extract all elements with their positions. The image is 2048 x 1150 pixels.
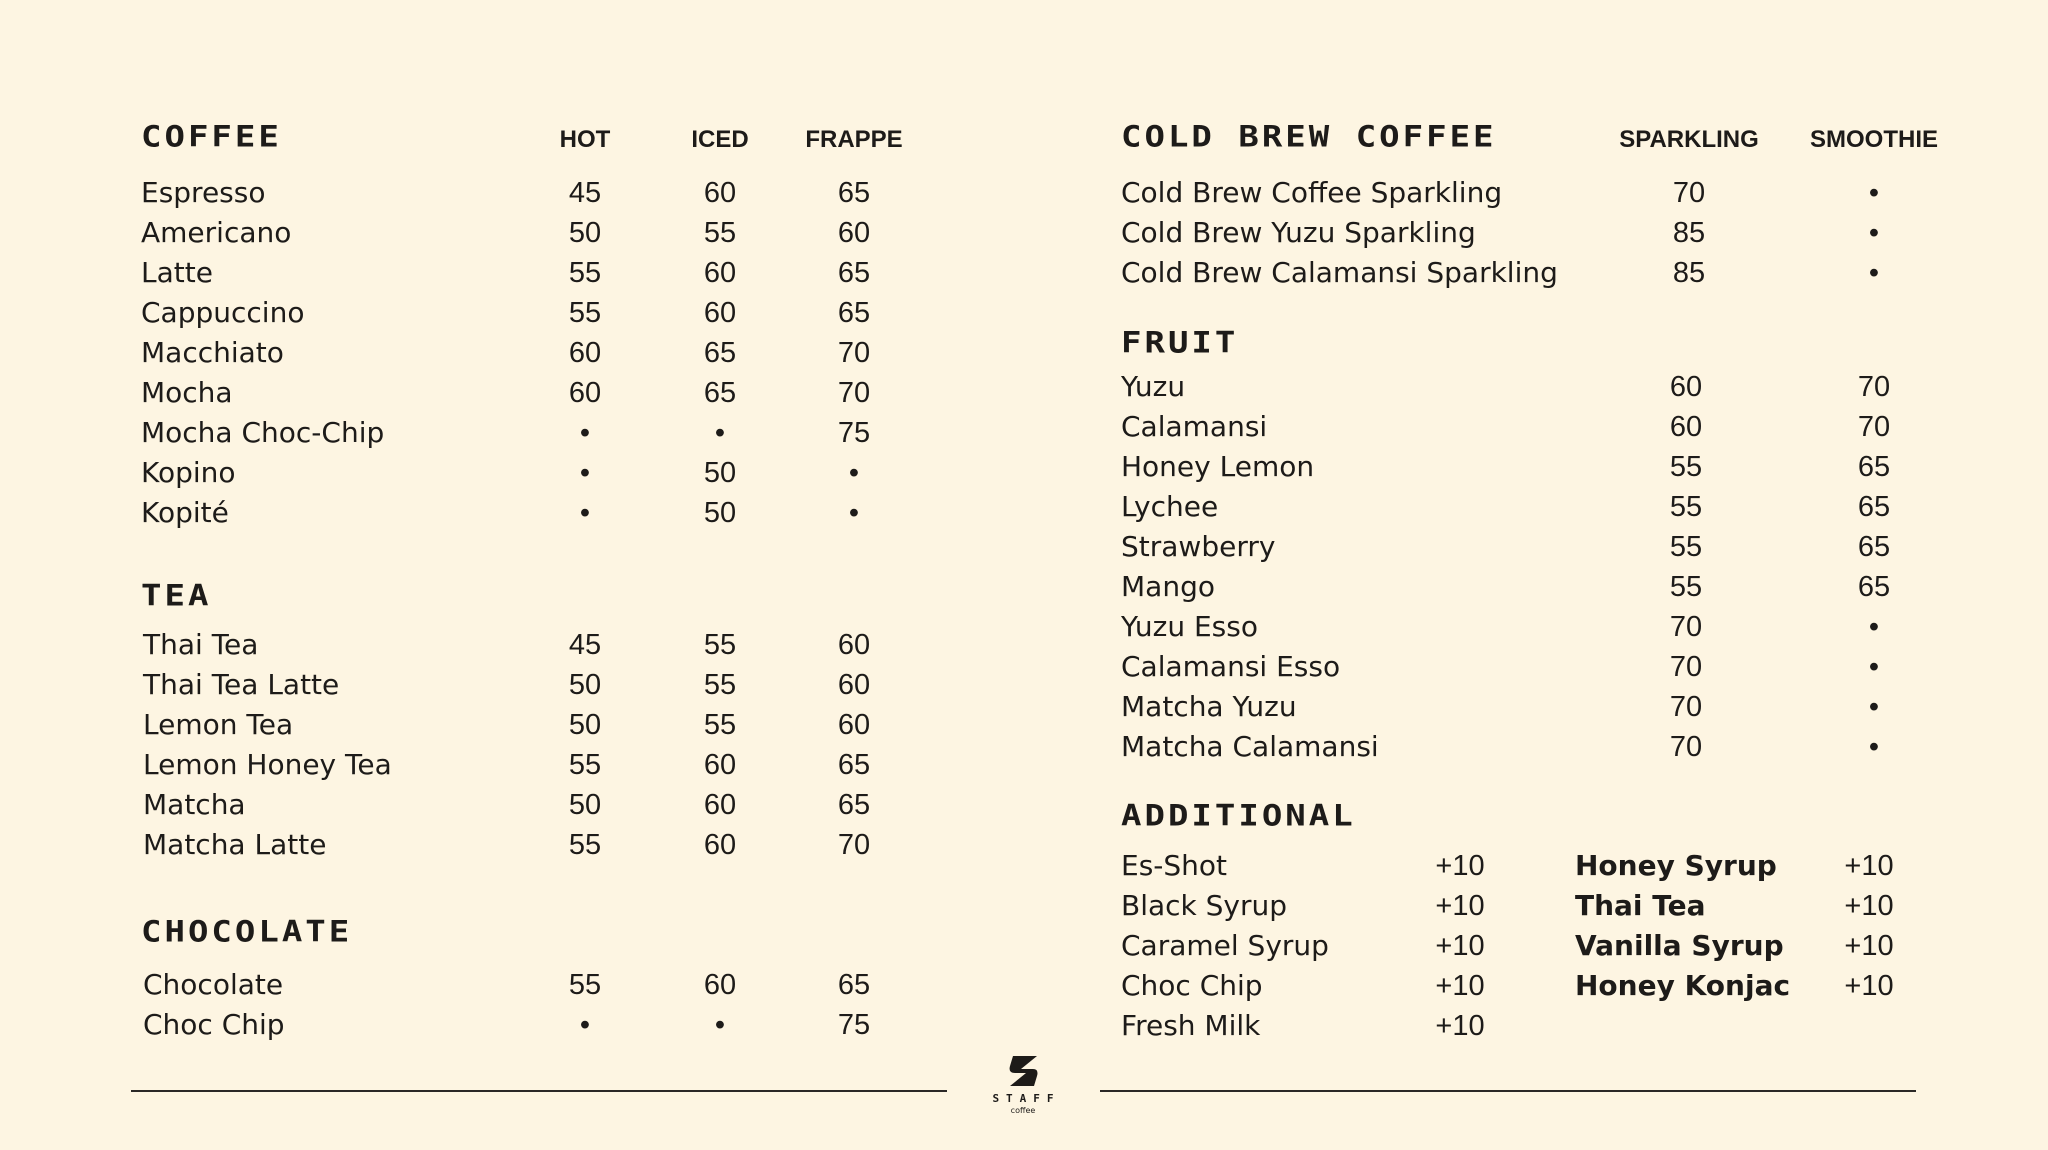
addon-price: +10 [1435,970,1485,1002]
item-name: Cold Brew Calamansi Sparkling [1121,256,1558,289]
item-name: Lemon Honey Tea [143,748,392,781]
addon-name: Honey Syrup [1575,849,1777,882]
item-price: 65 [703,377,737,409]
column-header-smoothie: SMOOTHIE [1809,126,1939,153]
staff-logo [983,1056,1063,1115]
item-name: Choc Chip [143,1008,285,1041]
item-price: 45 [568,629,602,661]
item-name: Strawberry [1121,530,1276,563]
item-price: • [579,417,591,449]
item-name: Latte [141,256,213,289]
fruit-heading: FRUIT [1121,326,1239,360]
item-price: 55 [703,669,737,701]
item-price: 65 [1857,571,1891,603]
item-name: Mocha [141,376,233,409]
addon-name: Fresh Milk [1121,1009,1261,1042]
item-price: 50 [568,709,602,741]
item-price: • [1868,177,1880,209]
item-price: 75 [837,1009,871,1041]
addon-price: +10 [1844,890,1894,922]
item-price: • [848,497,860,529]
item-price: 75 [837,417,871,449]
addon-price: +10 [1435,850,1485,882]
item-price: 55 [568,829,602,861]
item-price: 70 [1669,651,1703,683]
item-name: Espresso [141,176,266,209]
item-price: • [579,457,591,489]
item-name: Honey Lemon [1121,450,1315,483]
item-name: Kopité [141,496,229,529]
item-price: 60 [568,377,602,409]
item-price: 55 [1669,491,1703,523]
item-price: 50 [568,217,602,249]
item-price: 55 [703,709,737,741]
item-price: • [579,497,591,529]
addon-name: Es-Shot [1121,849,1228,882]
item-price: • [1868,217,1880,249]
item-price: 60 [837,217,871,249]
item-name: Thai Tea [143,628,259,661]
item-name: Cold Brew Coffee Sparkling [1121,176,1503,209]
item-price: • [1868,611,1880,643]
item-price: 65 [837,749,871,781]
addon-name: Caramel Syrup [1121,929,1329,962]
item-name: Kopino [141,456,236,489]
additional-heading: ADDITIONAL [1121,799,1356,833]
item-price: 70 [1857,371,1891,403]
item-price: 50 [568,789,602,821]
item-price: 45 [568,177,602,209]
item-price: • [579,1009,591,1041]
item-price: • [1868,731,1880,763]
item-name: Yuzu Esso [1121,610,1258,643]
item-price: 65 [837,789,871,821]
logo-brand: STAFF [992,1092,1061,1105]
item-price: 85 [1672,257,1706,289]
item-price: 70 [1672,177,1706,209]
column-header-sparkling: SPARKLING [1619,126,1759,153]
column-header-frappe: FRAPPE [805,126,903,153]
item-price: 55 [1669,451,1703,483]
column-header-iced: ICED [691,126,749,153]
item-price: • [1868,257,1880,289]
item-price: 85 [1672,217,1706,249]
item-name: Lemon Tea [143,708,294,741]
item-name: Mango [1121,570,1215,603]
item-price: 50 [703,497,737,529]
addon-price: +10 [1435,930,1485,962]
item-price: 60 [703,789,737,821]
item-name: Calamansi [1121,410,1268,443]
item-price: 65 [837,177,871,209]
item-name: Mocha Choc-Chip [141,416,385,449]
item-price: 70 [837,337,871,369]
item-price: 60 [837,669,871,701]
chocolate-heading: CHOCOLATE [141,915,353,949]
item-price: 60 [568,337,602,369]
item-price: 50 [703,457,737,489]
item-price: 70 [1669,731,1703,763]
item-price: 65 [837,297,871,329]
item-price: 55 [568,969,602,1001]
item-price: 65 [1857,491,1891,523]
item-price: 65 [703,337,737,369]
item-price: 55 [703,217,737,249]
item-name: Thai Tea Latte [143,668,340,701]
addon-name: Thai Tea [1575,889,1706,922]
item-price: 70 [1669,691,1703,723]
item-price: 70 [837,829,871,861]
divider-left [131,1090,947,1092]
item-price: 55 [1669,571,1703,603]
item-name: Lychee [1121,490,1219,523]
item-name: Matcha Yuzu [1121,690,1297,723]
item-price: 50 [568,669,602,701]
item-price: • [1868,691,1880,723]
item-name: Matcha [143,788,246,821]
item-price: 65 [837,969,871,1001]
item-price: 60 [1669,411,1703,443]
item-price: 60 [837,709,871,741]
coffee-heading: COFFEE [141,120,282,154]
item-name: Chocolate [143,968,284,1001]
cold_brew-heading: COLD BREW COFFEE [1121,120,1497,154]
item-name: Macchiato [141,336,284,369]
item-price: 65 [1857,531,1891,563]
addon-price: +10 [1435,1010,1485,1042]
item-price: 60 [1669,371,1703,403]
item-name: Americano [141,216,292,249]
addon-name: Black Syrup [1121,889,1288,922]
addon-name: Vanilla Syrup [1575,929,1784,962]
item-name: Cappuccino [141,296,305,329]
item-price: 55 [703,629,737,661]
item-price: 60 [703,829,737,861]
item-name: Matcha Calamansi [1121,730,1379,763]
addon-name: Honey Konjac [1575,969,1791,1002]
item-price: 55 [568,297,602,329]
item-price: 60 [703,257,737,289]
item-price: 60 [703,297,737,329]
item-price: • [714,1009,726,1041]
item-price: • [1868,651,1880,683]
item-price: 55 [1669,531,1703,563]
item-price: 70 [837,377,871,409]
item-price: 70 [1857,411,1891,443]
column-header-hot: HOT [559,126,611,153]
item-price: 55 [568,257,602,289]
tea-heading: TEA [141,579,212,613]
addon-name: Choc Chip [1121,969,1263,1002]
item-name: Yuzu [1121,370,1186,403]
addon-price: +10 [1844,930,1894,962]
logo-sub: coffee [1010,1106,1036,1115]
item-name: Matcha Latte [143,828,327,861]
item-price: 55 [568,749,602,781]
divider-right [1100,1090,1916,1092]
item-price: 65 [1857,451,1891,483]
item-price: 60 [703,749,737,781]
item-name: Calamansi Esso [1121,650,1341,683]
item-price: • [714,417,726,449]
item-price: 65 [837,257,871,289]
item-price: 60 [703,177,737,209]
addon-price: +10 [1844,850,1894,882]
s-logo-icon [1007,1056,1039,1086]
item-price: 60 [703,969,737,1001]
item-price: 70 [1669,611,1703,643]
item-price: • [848,457,860,489]
item-price: 60 [837,629,871,661]
item-name: Cold Brew Yuzu Sparkling [1121,216,1476,249]
addon-price: +10 [1435,890,1485,922]
addon-price: +10 [1844,970,1894,1002]
